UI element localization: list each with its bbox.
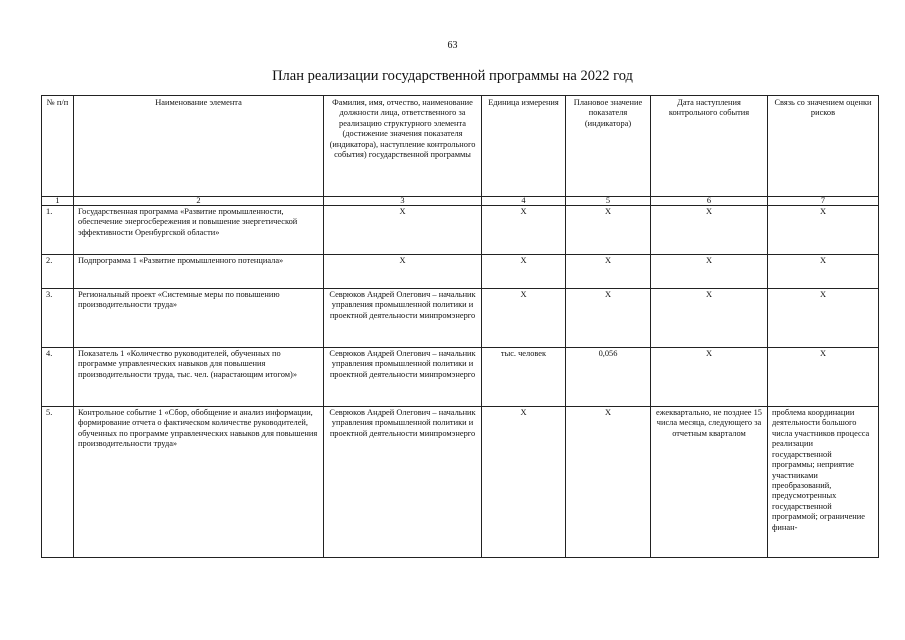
risk-link: X <box>768 206 879 255</box>
document-title: План реализации государственной программы на 2022 год <box>272 68 633 84</box>
table-row <box>42 289 879 348</box>
header-number: № п/п <box>42 96 74 197</box>
column-number: 7 <box>768 197 879 206</box>
element-name: Подпрограмма 1 «Развитие промышленного потенциала» <box>74 255 324 289</box>
unit: X <box>482 407 566 558</box>
responsible-person: Севрюков Андрей Олегович – начальник управления промышленной политики и проектной деятельности минпромэнерго <box>324 407 482 558</box>
unit: X <box>482 255 566 289</box>
responsible-person: X <box>324 255 482 289</box>
element-name: Контрольное событие 1 «Сбор, обобщение и анализ информации, формирование отчета о фактическом количестве руководителей, обученных по программе управленческих навыков для повышения производительности труда» <box>74 407 324 558</box>
element-name: Региональный проект «Системные меры по повышению производительности труда» <box>74 289 324 348</box>
planned-value: X <box>566 255 651 289</box>
header-unit: Единица измерения <box>482 96 566 197</box>
control-date: X <box>651 206 768 255</box>
planned-value: 0,056 <box>566 348 651 407</box>
header-planned-value: Плановое значение показателя (индикатора) <box>566 96 651 197</box>
control-date: X <box>651 289 768 348</box>
planned-value: X <box>566 289 651 348</box>
unit: X <box>482 289 566 348</box>
table-row <box>42 255 879 289</box>
responsible-person: X <box>324 206 482 255</box>
column-number: 6 <box>651 197 768 206</box>
page-number: 63 <box>447 40 458 51</box>
planned-value: X <box>566 407 651 558</box>
header-element-name: Наименование элемента <box>74 96 324 197</box>
control-date: X <box>651 255 768 289</box>
responsible-person: Севрюков Андрей Олегович – начальник управления промышленной политики и проектной деятельности минпромэнерго <box>324 348 482 407</box>
risk-link: проблема координации деятельности большого числа участников процесса реализации государственной программы; неприятие участниками преобразований, предусмотренных государственной программой; ограничение финан- <box>768 407 879 558</box>
element-name: Показатель 1 «Количество руководителей, обученных по программе управленческих навыков для повышения производительности труда, тыс. чел. (нарастающим итогом)» <box>74 348 324 407</box>
control-date: X <box>651 348 768 407</box>
column-number: 1 <box>42 197 74 206</box>
planned-value: X <box>566 206 651 255</box>
column-number: 2 <box>74 197 324 206</box>
control-date: ежеквартально, не позднее 15 числа месяца, следующего за отчетным кварталом <box>651 407 768 558</box>
table-header-row <box>42 96 879 197</box>
column-number-row <box>42 197 879 206</box>
row-number: 4. <box>42 348 74 407</box>
column-number: 5 <box>566 197 651 206</box>
table-row <box>42 407 879 558</box>
plan-table <box>41 95 879 558</box>
row-number: 5. <box>42 407 74 558</box>
responsible-person: Севрюков Андрей Олегович – начальник управления промышленной политики и проектной деятельности минпромэнерго <box>324 289 482 348</box>
risk-link: X <box>768 289 879 348</box>
row-number: 1. <box>42 206 74 255</box>
unit: X <box>482 206 566 255</box>
column-number: 3 <box>324 197 482 206</box>
table-row <box>42 348 879 407</box>
row-number: 2. <box>42 255 74 289</box>
column-number: 4 <box>482 197 566 206</box>
unit: тыс. человек <box>482 348 566 407</box>
row-number: 3. <box>42 289 74 348</box>
risk-link: X <box>768 348 879 407</box>
risk-link: X <box>768 255 879 289</box>
element-name: Государственная программа «Развитие промышленности, обеспечение энергосбережения и повышение энергетической эффективности Оренбургской области» <box>74 206 324 255</box>
table-row <box>42 206 879 255</box>
header-responsible: Фамилия, имя, отчество, наименование должности лица, ответственного за реализацию структурного элемента (достижение значения показателя (индикатора), наступление контрольного события) государственной программы <box>324 96 482 197</box>
header-control-date: Дата наступления контрольного события <box>651 96 768 197</box>
header-risk-link: Связь со значением оценки рисков <box>768 96 879 197</box>
